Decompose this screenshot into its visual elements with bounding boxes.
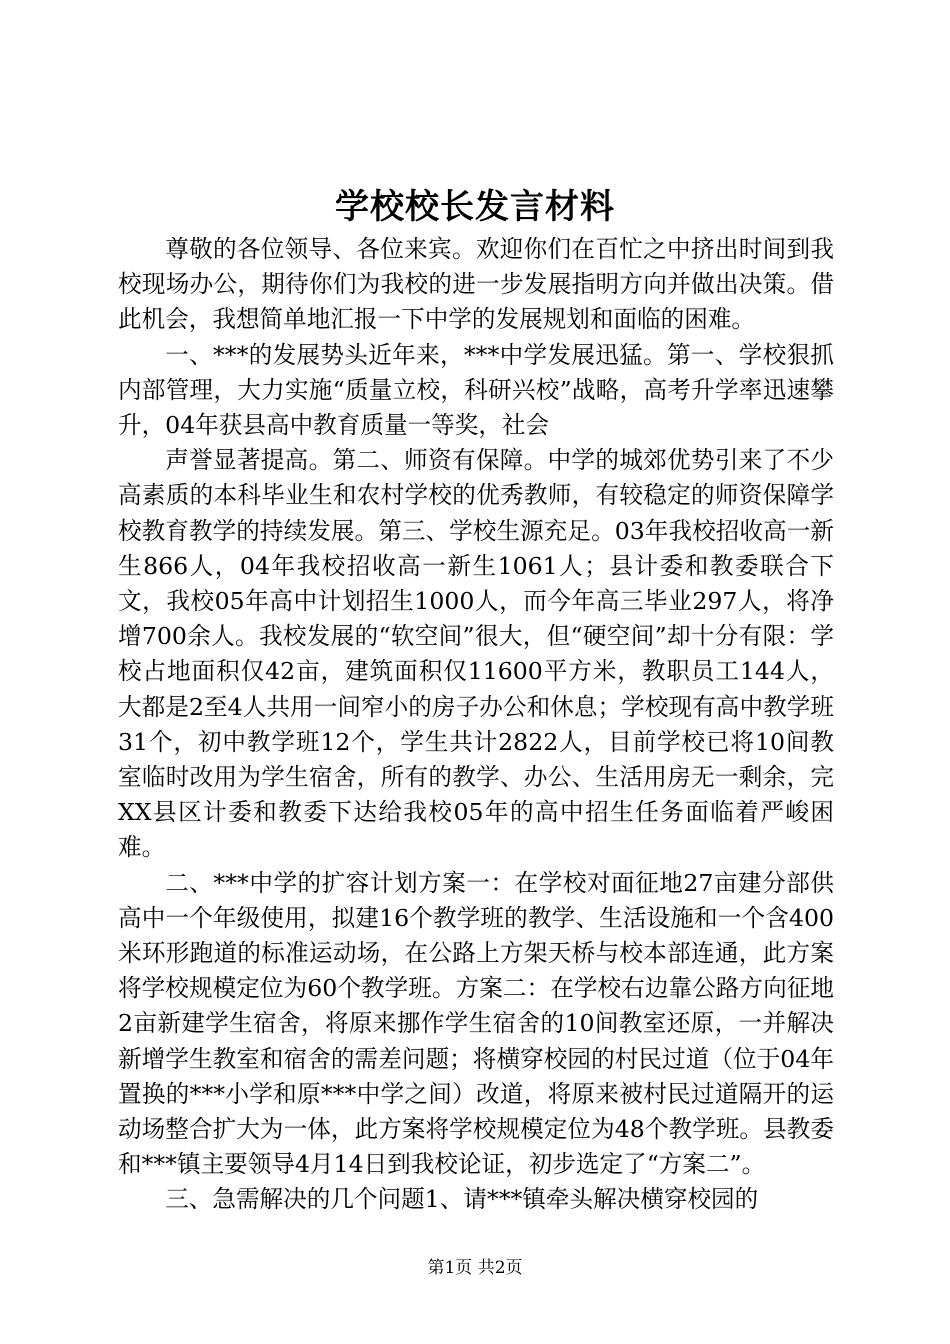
paragraph-urgent-issues: 三、急需解决的几个问题1、请***镇牵头解决横穿校园的 [165, 1185, 759, 1214]
document-title: 学校校长发言材料 [335, 187, 615, 227]
paragraph-greeting: 尊敬的各位领导、各位来宾。欢迎你们在百忙之中挤出时间到我校现场办公，期待你们为我校的进一步发展指明方向并做出决策。借此机会，我想简单地汇报一下中学的发展规划和面临的困难。 [118, 235, 834, 334]
paragraph-reputation-and-space: 声誉显著提高。第二、师资有保障。中学的城郊优势引来了不少高素质的本科毕业生和农村学校的优秀教师，有较稳定的师资保障学校教育教学的持续发展。第三、学校生源充足。03年我校招收高一新生866人，04年我校招收高一新生1061人；县计委和教委联合下文，我校05年高中计划招生1000人，而今年高三毕业297人，将净增700余人。我校发展的“软空间”很大，但“硬空间”却十分有限：学校占地面积仅42亩，建筑面积仅11600平方米，教职员工144人，大都是2至4人共用一间窄小的房子办公和休息；学校现有高中教学班31个，初中教学班12个，学生共计2822人，目前学校已将10间教室临时改用为学生宿舍，所有的教学、办公、生活用房无一剩余，完XX县区计委和教委下达给我校05年的高中招生任务面临着严峻困难。 [118, 446, 834, 862]
page-number-footer: 第1页 共2页 [427, 1258, 523, 1278]
paragraph-development-trend: 一、***的发展势头近年来，***中学发展迅猛。第一、学校狠抓内部管理，大力实施“质量立校，科研兴校”战略，高考升学率迅速攀升，04年获县高中教育质量一等奖，社会 [118, 340, 834, 440]
paragraph-expansion-plan: 二、***中学的扩容计划方案一：在学校对面征地27亩建分部供高中一个年级使用，拟建16个教学班的教学、生活设施和一个含400米环形跑道的标准运动场，在公路上方架天桥与校本部连通，此方案将学校规模定位为60个教学班。方案二：在学校右边靠公路方向征地2亩新建学生宿舍，将原来挪作学生宿舍的10间教室还原，一并解决新增学生教室和宿舍的需差问题；将横穿校园的村民过道（位于04年置换的***小学和原***中学之间）改道，将原来被村民过道隔开的运动场整合扩大为一体，此方案将学校规模定位为48个教学班。县教委和***镇主要领导4月14日到我校论证，初步选定了“方案二”。 [118, 868, 834, 1179]
document-body [118, 232, 834, 1218]
